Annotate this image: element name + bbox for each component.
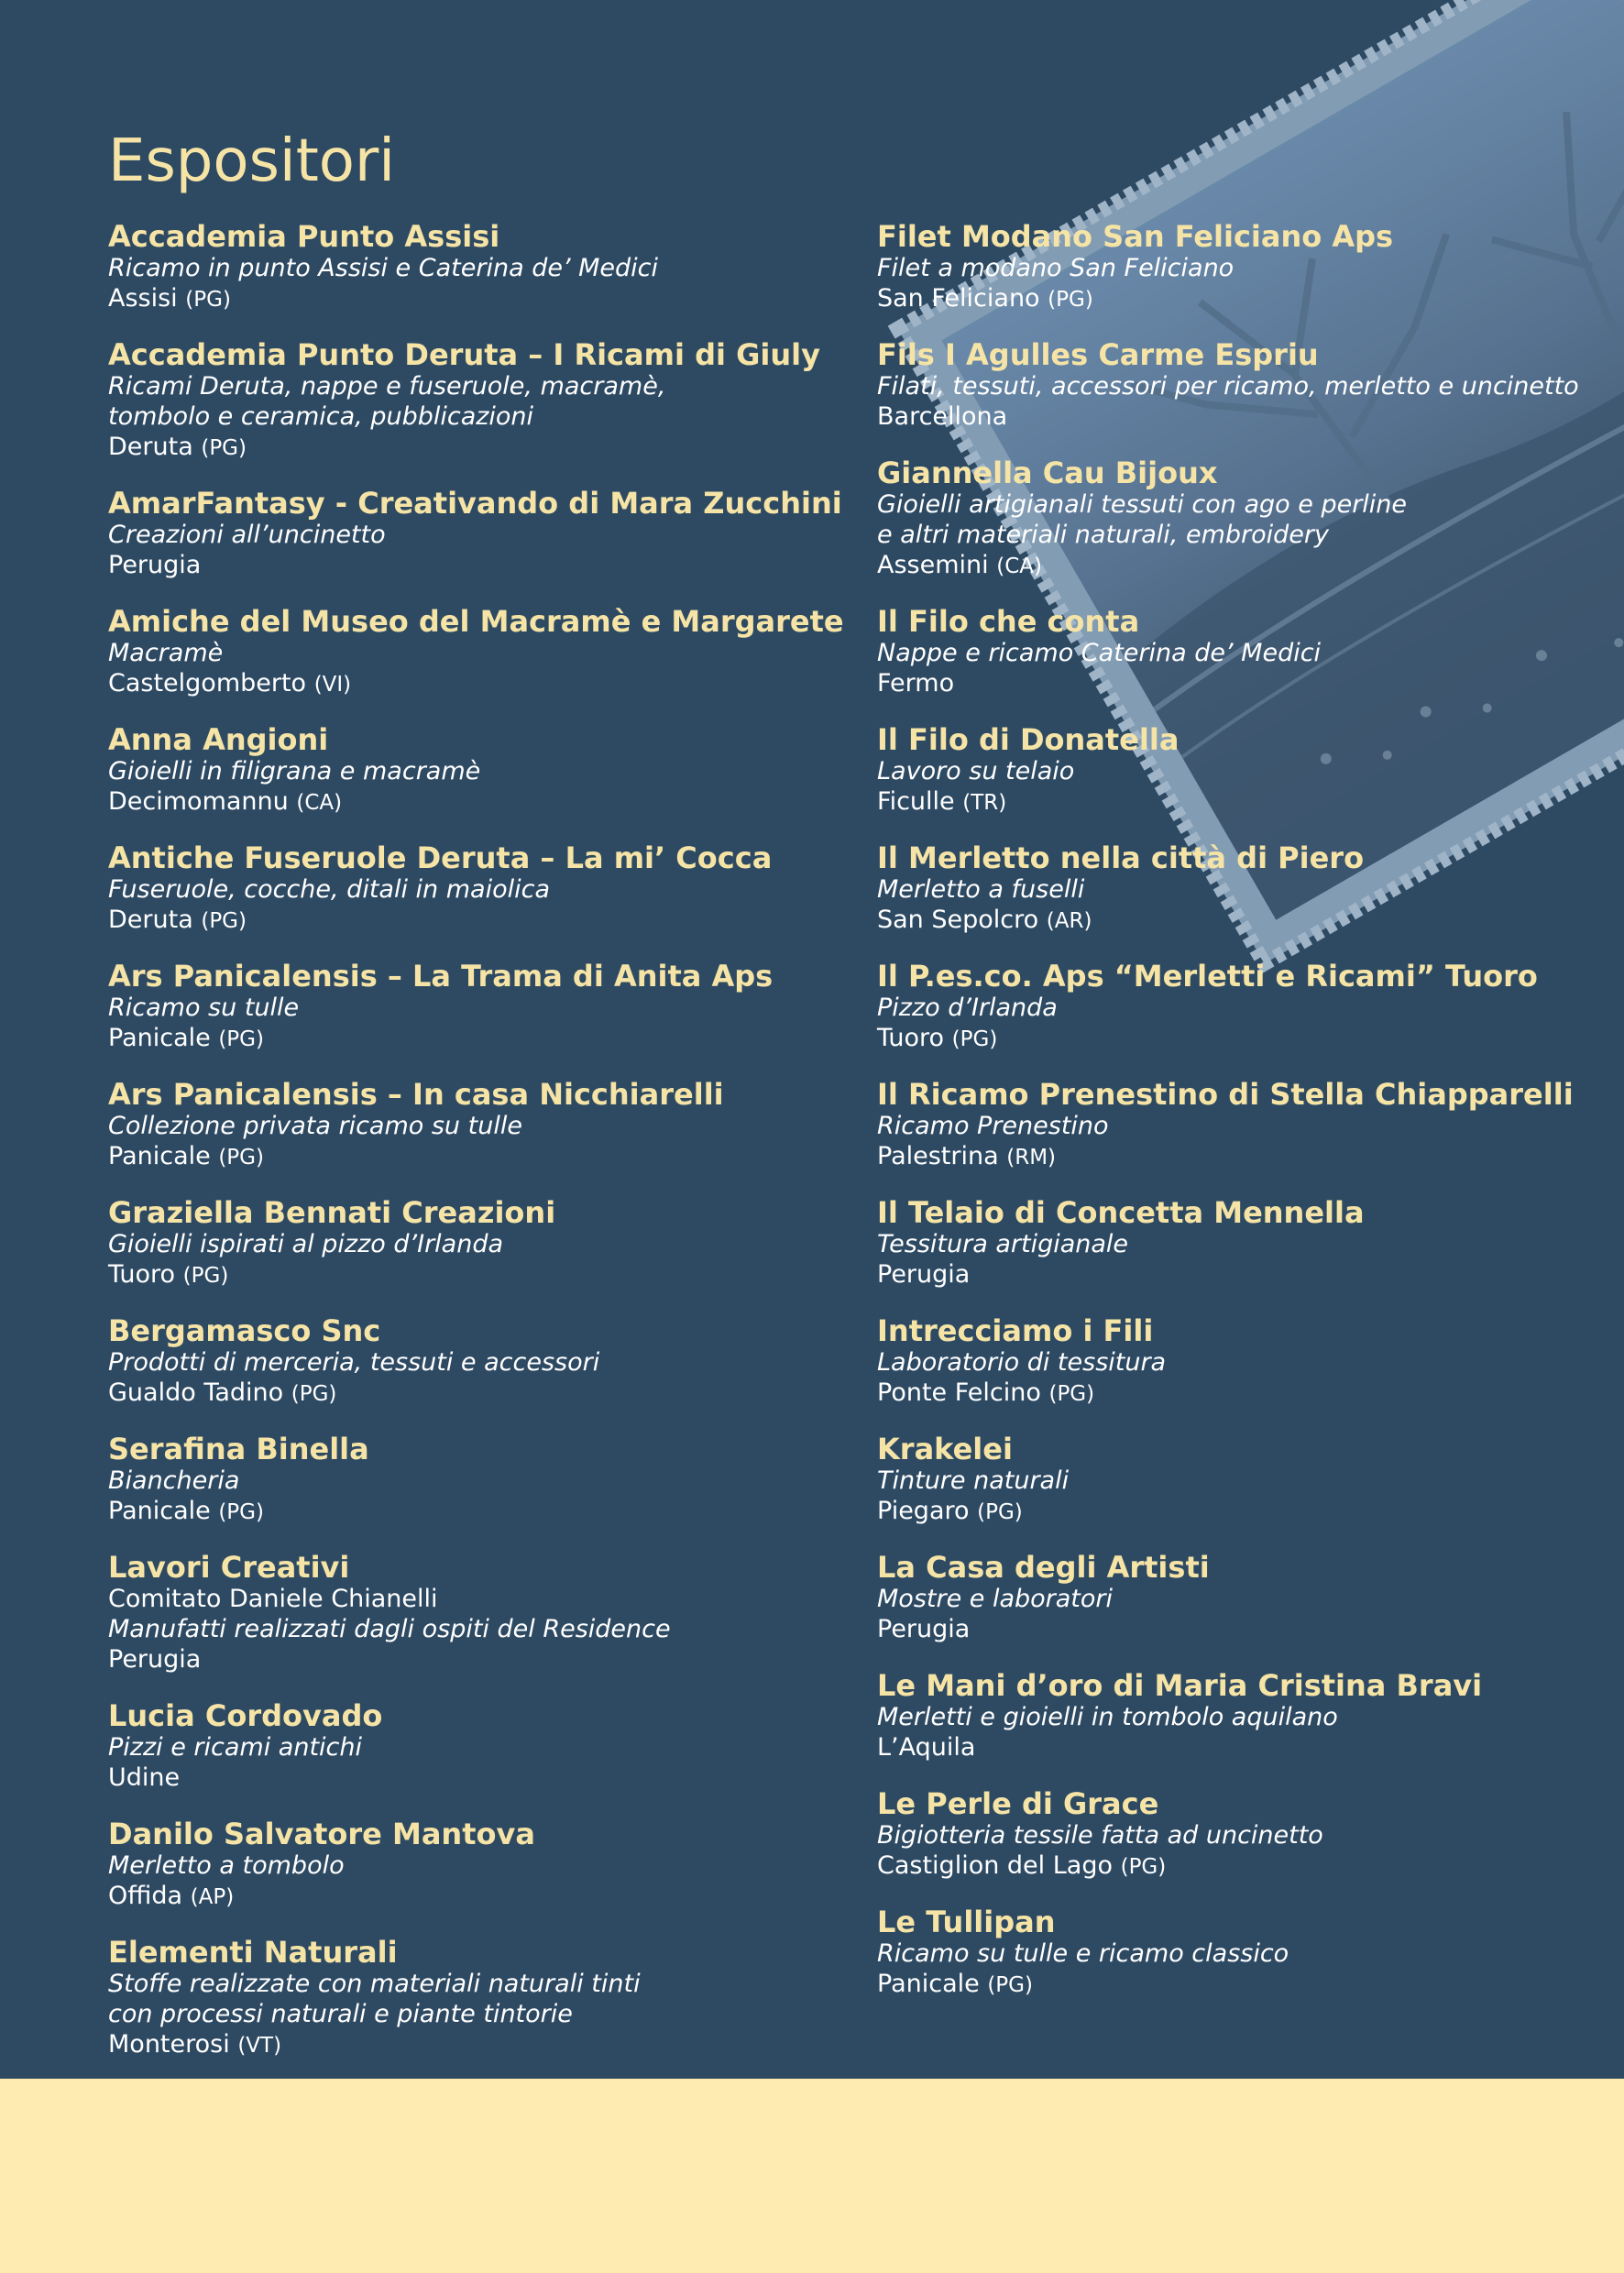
- location-city: Ficulle: [877, 787, 955, 816]
- exhibitor-entry: [877, 338, 1610, 456]
- exhibitor-entry: [108, 338, 850, 487]
- exhibitor-name: Fils I Agulles Carme Espriu: [877, 337, 1319, 372]
- location-city: Deruta: [108, 433, 193, 461]
- exhibitor-location: [877, 786, 1610, 818]
- location-city: Assisi: [108, 284, 178, 313]
- exhibitor-location: [108, 668, 850, 700]
- exhibitor-name: Lucia Cordovado: [108, 1698, 383, 1733]
- location-city: Palestrina: [877, 1142, 999, 1170]
- exhibitor-entry: [108, 1078, 850, 1196]
- location-province: (PG): [977, 1500, 1023, 1524]
- exhibitor-name: Il P.es.co. Aps “Merletti e Ricami” Tuoro: [877, 959, 1538, 994]
- exhibitor-entry: [108, 1936, 850, 2084]
- exhibitor-entry: [877, 456, 1610, 605]
- exhibitor-location: [877, 550, 1610, 582]
- exhibitor-name: Krakelei: [877, 1432, 1013, 1466]
- exhibitor-location: [877, 1850, 1610, 1883]
- location-city: Fermo: [877, 669, 955, 697]
- exhibitor-description: Gioielli artigianali tessuti con ago e perline: [877, 490, 1408, 519]
- exhibitor-name: Ars Panicalensis – La Trama di Anita Aps: [108, 959, 774, 994]
- exhibitor-location: [108, 1762, 850, 1793]
- exhibitor-location: [108, 1644, 850, 1675]
- exhibitor-description: Ricamo su tulle: [108, 994, 300, 1022]
- exhibitor-location: [108, 1259, 850, 1291]
- exhibitor-entry: [877, 841, 1610, 960]
- exhibitor-name: Accademia Punto Assisi: [108, 219, 500, 254]
- exhibitor-location: [877, 1969, 1610, 2001]
- exhibitor-entry: [108, 1196, 850, 1314]
- exhibitor-entry: [877, 220, 1610, 338]
- exhibitor-name: Intrecciamo i Fili: [877, 1313, 1154, 1348]
- location-city: Perugia: [108, 1645, 202, 1674]
- exhibitor-name: Il Telaio di Concetta Mennella: [877, 1195, 1365, 1230]
- exhibitor-location: [108, 2029, 850, 2061]
- location-province: (VI): [313, 673, 352, 697]
- exhibitor-entry: [877, 1196, 1610, 1314]
- exhibitor-name: Accademia Punto Deruta – I Ricami di Giuly: [108, 337, 820, 372]
- exhibitor-name: Il Filo di Donatella: [877, 722, 1180, 757]
- exhibitor-name: Antiche Fuseruole Deruta – La mi’ Cocca: [108, 840, 773, 875]
- exhibitor-entry: [877, 1787, 1610, 1905]
- exhibitor-location: [108, 283, 850, 315]
- exhibitor-description: Ricamo su tulle e ricamo classico: [877, 1939, 1289, 1968]
- location-city: Panicale: [877, 1970, 980, 1998]
- exhibitor-description: Biancheria: [108, 1466, 240, 1495]
- exhibitor-description: Ricami Deruta, nappe e fuseruole, macramè,: [108, 372, 666, 401]
- location-city: Gualdo Tadino: [108, 1378, 284, 1407]
- exhibitor-entry: [877, 1314, 1610, 1433]
- exhibitor-entry: [108, 487, 850, 605]
- exhibitor-location: [877, 1378, 1610, 1410]
- exhibitor-description: Collezione privata ricamo su tulle: [108, 1112, 522, 1140]
- exhibitor-description: Pizzi e ricami antichi: [108, 1733, 362, 1762]
- exhibitor-description: Merletti e gioielli in tombolo aquilano: [877, 1703, 1338, 1731]
- location-city: Tuoro: [108, 1260, 176, 1289]
- exhibitor-entry: [108, 1817, 850, 1936]
- exhibitor-description: Bigiotteria tessile fatta ad uncinetto: [877, 1821, 1323, 1850]
- exhibitor-location: [877, 1023, 1610, 1055]
- footer-band: [0, 2079, 1624, 2273]
- exhibitor-description: Ricamo in punto Assisi e Caterina de’ Medici: [108, 254, 658, 282]
- exhibitor-description: Gioielli in filigrana e macramè: [108, 757, 481, 785]
- exhibitor-name: Le Tullipan: [877, 1905, 1056, 1939]
- exhibitor-list-left: [108, 220, 850, 2084]
- exhibitor-location: [877, 668, 1610, 698]
- location-city: Panicale: [108, 1024, 211, 1052]
- exhibitor-description: Prodotti di merceria, tessuti e accessori: [108, 1348, 600, 1377]
- location-province: (CA): [296, 791, 343, 815]
- exhibitor-entry: [108, 605, 850, 723]
- location-city: Perugia: [108, 551, 202, 579]
- exhibitor-entry: [877, 1669, 1610, 1787]
- exhibitor-name: Serafina Binella: [108, 1432, 369, 1466]
- exhibitor-description: tombolo e ceramica, pubblicazioni: [108, 402, 534, 431]
- location-province: (PG): [951, 1027, 998, 1051]
- exhibitor-name: Giannella Cau Bijoux: [877, 456, 1218, 490]
- exhibitor-location: [877, 905, 1610, 937]
- exhibitor-description: e altri materiali naturali, embroidery: [877, 521, 1329, 549]
- location-city: Panicale: [108, 1497, 211, 1525]
- exhibitor-description: Filet a modano San Feliciano: [877, 254, 1234, 282]
- exhibitor-entry: [877, 1433, 1610, 1551]
- exhibitor-location: [877, 1732, 1610, 1762]
- exhibitor-location: [108, 1141, 850, 1173]
- location-city: Monterosi: [108, 2030, 230, 2059]
- exhibitor-entry: [108, 1314, 850, 1433]
- exhibitor-name: Il Filo che conta: [877, 604, 1140, 639]
- location-province: (VT): [237, 2034, 282, 2058]
- location-city: Udine: [108, 1763, 181, 1792]
- exhibitor-entry: [877, 1078, 1610, 1196]
- exhibitor-location: [877, 283, 1610, 315]
- exhibitor-entry: [108, 1433, 850, 1551]
- location-province: (PG): [987, 1973, 1033, 1997]
- location-city: Piegaro: [877, 1497, 970, 1525]
- exhibitor-description: Tessitura artigianale: [877, 1230, 1129, 1258]
- exhibitor-entry: [108, 960, 850, 1078]
- location-province: (PG): [218, 1027, 264, 1051]
- exhibitor-entry: [877, 1551, 1610, 1669]
- exhibitor-entry: [877, 605, 1610, 723]
- location-province: (PG): [185, 288, 231, 312]
- location-city: Assemini: [877, 551, 989, 579]
- exhibitor-description: Ricamo Prenestino: [877, 1112, 1109, 1140]
- exhibitor-name: AmarFantasy - Creativando di Mara Zucchini: [108, 486, 842, 521]
- location-province: (RM): [1006, 1146, 1057, 1169]
- location-province: (PG): [182, 1264, 229, 1288]
- location-city: San Sepolcro: [877, 906, 1039, 934]
- location-province: (PG): [218, 1146, 264, 1169]
- exhibitor-description: Nappe e ricamo Caterina de’ Medici: [877, 639, 1322, 667]
- exhibitor-name: Anna Angioni: [108, 722, 329, 757]
- location-province: (AR): [1046, 909, 1092, 933]
- location-city: Castelgomberto: [108, 669, 307, 697]
- exhibitor-entry: [108, 1699, 850, 1817]
- exhibitor-entry: [877, 723, 1610, 841]
- exhibitor-name: Graziella Bennati Creazioni: [108, 1195, 556, 1230]
- exhibitor-location: [877, 1259, 1610, 1290]
- exhibitor-name: Bergamasco Snc: [108, 1313, 381, 1348]
- exhibitor-description: Merletto a fuselli: [877, 875, 1085, 904]
- exhibitor-name: Filet Modano San Feliciano Aps: [877, 219, 1394, 254]
- exhibitor-description: Filati, tessuti, accessori per ricamo, merletto e uncinetto: [877, 372, 1579, 401]
- exhibitor-name: Le Perle di Grace: [877, 1786, 1159, 1821]
- exhibitor-entry: [877, 1905, 1610, 2024]
- exhibitor-location: [108, 1496, 850, 1528]
- exhibitor-description: Fuseruole, cocche, ditali in maiolica: [108, 875, 550, 904]
- exhibitor-entry: [108, 220, 850, 338]
- location-city: Perugia: [877, 1260, 971, 1289]
- exhibitor-name: Danilo Salvatore Mantova: [108, 1817, 535, 1851]
- location-city: Tuoro: [877, 1024, 945, 1052]
- exhibitor-organization: Comitato Daniele Chianelli: [108, 1585, 438, 1613]
- exhibitor-description: con processi naturali e piante tintorie: [108, 2000, 573, 2028]
- location-city: Deruta: [108, 906, 193, 934]
- exhibitor-description: Stoffe realizzate con materiali naturali tinti: [108, 1970, 641, 1998]
- location-province: (PG): [1048, 1382, 1095, 1406]
- exhibitor-entry: [108, 1551, 850, 1699]
- exhibitor-entry: [108, 841, 850, 960]
- exhibitor-name: Il Ricamo Prenestino di Stella Chiapparelli: [877, 1077, 1574, 1112]
- location-city: San Feliciano: [877, 284, 1040, 313]
- exhibitor-location: [108, 550, 850, 580]
- exhibitor-location: [108, 905, 850, 937]
- exhibitor-entry: [877, 960, 1610, 1078]
- exhibitor-description: Laboratorio di tessitura: [877, 1348, 1167, 1377]
- exhibitor-location: [108, 1023, 850, 1055]
- exhibitor-location: [108, 1378, 850, 1410]
- location-province: (CA): [996, 555, 1042, 578]
- exhibitor-description: Creazioni all’uncinetto: [108, 521, 386, 549]
- exhibitor-name: Lavori Creativi: [108, 1550, 350, 1585]
- exhibitor-entry: [108, 723, 850, 841]
- page-title: Espositori: [108, 127, 396, 195]
- location-province: (PG): [218, 1500, 264, 1524]
- exhibitor-name: Amiche del Museo del Macramè e Margarete: [108, 604, 844, 639]
- exhibitor-location: [108, 432, 850, 464]
- location-city: L’Aquila: [877, 1733, 976, 1762]
- exhibitor-description: Manufatti realizzati dagli ospiti del Residence: [108, 1615, 671, 1643]
- location-city: Perugia: [877, 1615, 971, 1643]
- exhibitor-location: [877, 1496, 1610, 1528]
- exhibitor-name: Il Merletto nella città di Piero: [877, 840, 1365, 875]
- location-province: (AP): [190, 1885, 235, 1909]
- location-province: (PG): [1120, 1855, 1167, 1879]
- exhibitor-list-right: [877, 220, 1610, 2024]
- exhibitor-description: Gioielli ispirati al pizzo d’Irlanda: [108, 1230, 504, 1258]
- location-city: Ponte Felcino: [877, 1378, 1041, 1407]
- location-city: Offida: [108, 1882, 183, 1910]
- location-city: Decimomannu: [108, 787, 289, 816]
- exhibitor-description: Tinture naturali: [877, 1466, 1070, 1495]
- exhibitor-name: Elementi Naturali: [108, 1935, 398, 1970]
- exhibitor-name: La Casa degli Artisti: [877, 1550, 1210, 1585]
- exhibitor-name: Ars Panicalensis – In casa Nicchiarelli: [108, 1077, 724, 1112]
- exhibitor-description: Mostre e laboratori: [877, 1585, 1114, 1613]
- location-province: (TR): [962, 791, 1007, 815]
- exhibitor-description: Merletto a tombolo: [108, 1851, 345, 1880]
- location-province: (PG): [201, 436, 247, 460]
- exhibitor-location: [877, 1141, 1610, 1173]
- exhibitor-location: [877, 401, 1610, 432]
- location-city: Panicale: [108, 1142, 211, 1170]
- exhibitor-location: [108, 1881, 850, 1913]
- exhibitor-location: [877, 1614, 1610, 1644]
- exhibitor-name: Le Mani d’oro di Maria Cristina Bravi: [877, 1668, 1483, 1703]
- exhibitor-location: [108, 786, 850, 818]
- location-province: (PG): [201, 909, 247, 933]
- exhibitor-description: Macramè: [108, 639, 224, 667]
- location-city: Castiglion del Lago: [877, 1851, 1113, 1880]
- location-province: (PG): [1048, 288, 1093, 312]
- location-city: Barcellona: [877, 402, 1008, 431]
- location-province: (PG): [291, 1382, 337, 1406]
- exhibitor-description: Lavoro su telaio: [877, 757, 1075, 785]
- exhibitor-description: Pizzo d’Irlanda: [877, 994, 1058, 1022]
